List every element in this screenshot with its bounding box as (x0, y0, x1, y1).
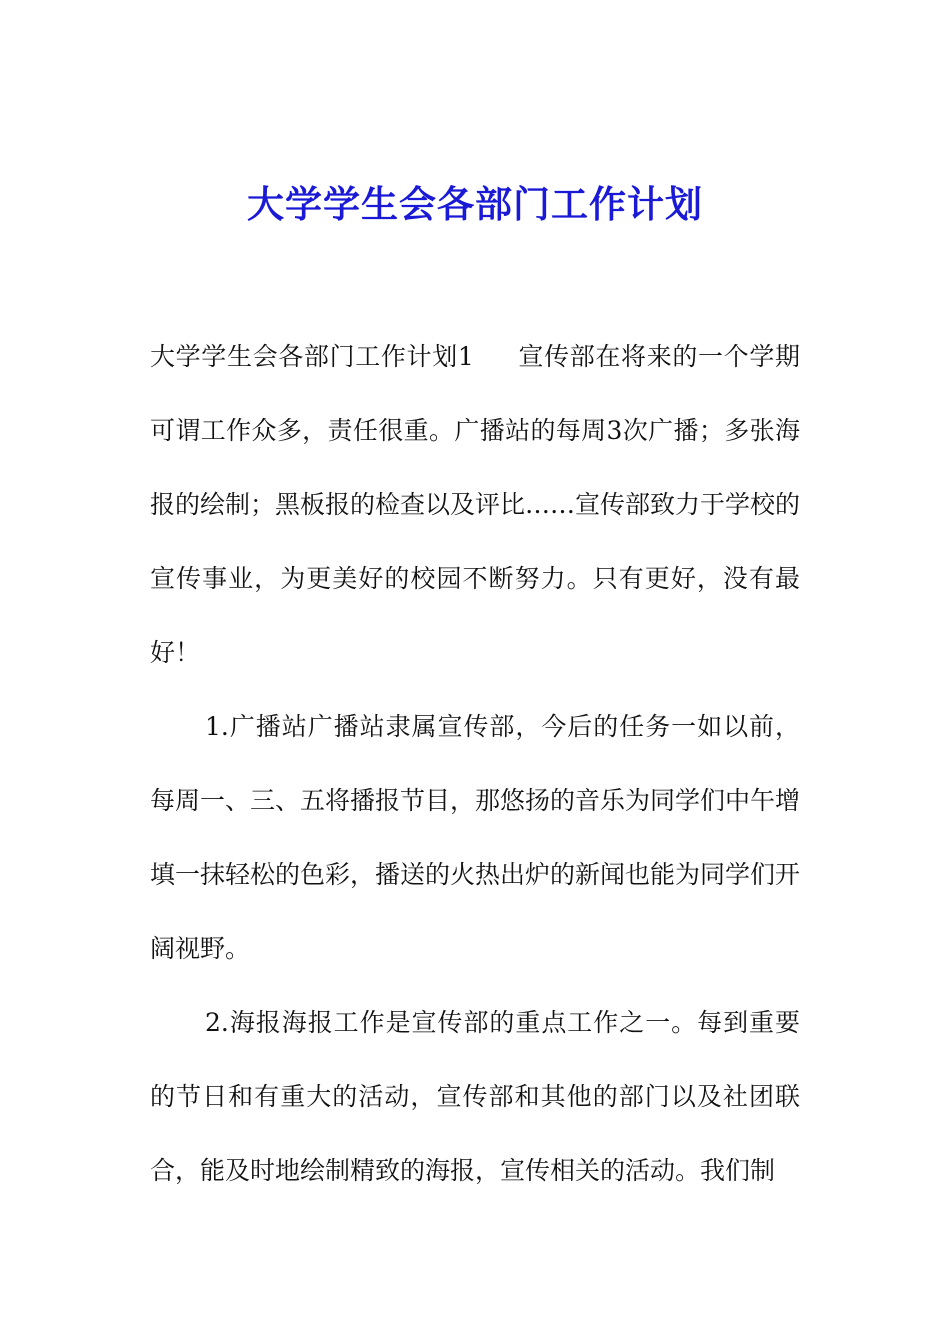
document-title: 大学学生会各部门工作计划 (247, 182, 703, 226)
intro-label: 大学学生会各部门工作计划1 (150, 342, 474, 371)
paragraph-text: 2.海报海报工作是宣传部的重点工作之一。每到重要的节日和有重大的活动，宣传部和其他的部门以及社团联合，能及时地绘制精致的海报，宣传相关的活动。我们制 (150, 1008, 800, 1185)
paragraph-broadcast (150, 690, 800, 986)
paragraph-text: 1.广播站广播站隶属宣传部，今后的任务一如以前，每周一、三、五将播报节目，那悠扬的音乐为同学们中午增填一抹轻松的色彩，播送的火热出炉的新闻也能为同学们开阔视野。 (150, 712, 801, 963)
document-body (150, 320, 800, 1208)
paragraph-intro (150, 320, 800, 690)
paragraph-text: 宣传部在将来的一个学期可谓工作众多，责任很重。广播站的每周3次广播；多张海报的绘制；黑板报的检查以及评比……宣传部致力于学校的宣传事业，为更美好的校园不断努力。只有更好，没有最好！ (150, 342, 801, 667)
paragraph-poster (150, 986, 800, 1208)
